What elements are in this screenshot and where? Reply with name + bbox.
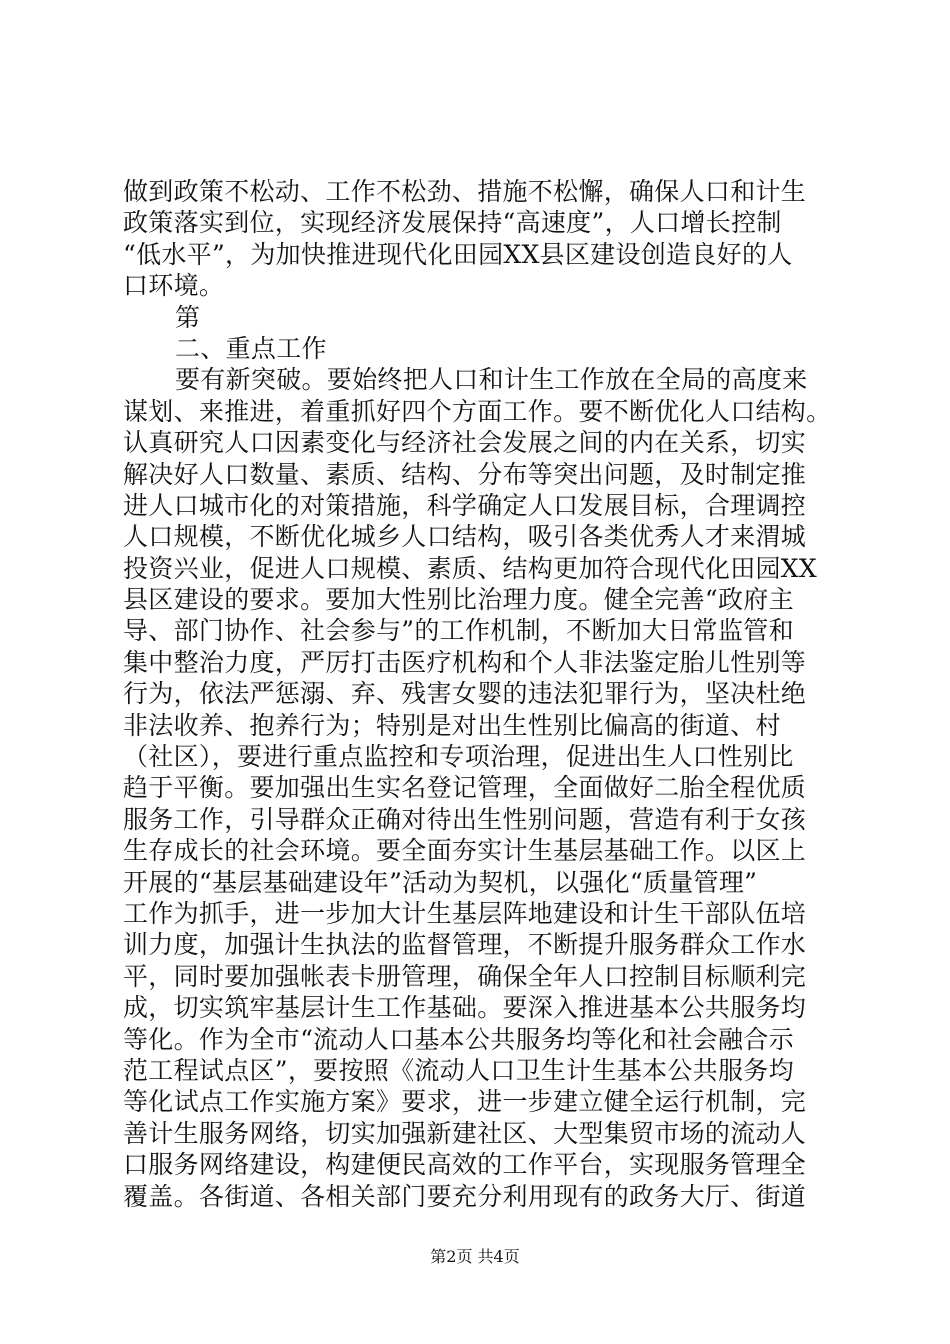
text-line: 做到政策不松动、工作不松劲、措施不松懈，确保人口和计生 bbox=[123, 177, 807, 206]
document-body bbox=[123, 176, 835, 1212]
text-line: 谋划、来推进，着重抓好四个方面工作。要不断优化人口结构。 bbox=[123, 396, 832, 426]
text-line: 范工程试点区”，要按照《流动人口卫生计生基本公共服务均 bbox=[123, 1055, 794, 1085]
text-line: 生存成长的社会环境。要全面夯实计生基层基础工作。以区上 bbox=[123, 836, 807, 866]
text-line: 认真研究人口因素变化与经济社会发展之间的内在关系，切实 bbox=[123, 428, 807, 458]
text-line: 人口规模，不断优化城乡人口结构，吸引各类优秀人才来渭城 bbox=[123, 522, 807, 552]
text-line: 服务工作，引导群众正确对待出生性别问题，营造有利于女孩 bbox=[123, 804, 807, 834]
text-line: （社区），要进行重点监控和专项治理，促进出生人口性别比 bbox=[123, 742, 794, 772]
text-line: 开展的“基层基础建设年”活动为契机，以强化“质量管理” bbox=[123, 867, 758, 897]
text-line: 覆盖。各街道、各相关部门要充分利用现有的政务大厅、街道 bbox=[123, 1181, 807, 1211]
text-line: 平，同时要加强帐表卡册管理，确保全年人口控制目标顺利完 bbox=[123, 961, 807, 991]
text-line: 县区建设的要求。要加大性别比治理力度。健全完善“政府主 bbox=[123, 585, 794, 615]
text-line: 成，切实筑牢基层计生工作基础。要深入推进基本公共服务均 bbox=[123, 993, 807, 1023]
text-line: 口服务网络建设，构建便民高效的工作平台，实现服务管理全 bbox=[123, 1150, 807, 1180]
text-line: “低水平”，为加快推进现代化田园XX县区建设创造良好的人 bbox=[123, 239, 793, 269]
text-line: 集中整治力度，严厉打击医疗机构和个人非法鉴定胎儿性别等 bbox=[123, 647, 807, 677]
text-line: 进人口城市化的对策措施，科学确定人口发展目标，合理调控 bbox=[123, 490, 807, 520]
text-line: 非法收养、抱养行为；特别是对出生性别比偏高的街道、村 bbox=[123, 710, 781, 740]
text-line: 等化。作为全市“流动人口基本公共服务均等化和社会融合示 bbox=[123, 1024, 794, 1054]
section-heading: 二、重点工作 bbox=[175, 333, 327, 363]
text-line: 训力度，加强计生执法的监督管理，不断提升服务群众工作水 bbox=[123, 930, 807, 960]
text-line: 工作为抓手，进一步加大计生基层阵地建设和计生干部队伍培 bbox=[123, 898, 807, 928]
text-line: 导、部门协作、社会参与”的工作机制，不断加大日常监管和 bbox=[123, 616, 794, 646]
text-line: 行为，依法严惩溺、弃、残害女婴的违法犯罪行为，坚决杜绝 bbox=[123, 679, 807, 709]
text-line: 善计生服务网络，切实加强新建社区、大型集贸市场的流动人 bbox=[123, 1118, 807, 1148]
text-line: 趋于平衡。要加强出生实名登记管理，全面做好二胎全程优质 bbox=[123, 773, 807, 803]
text-line: 要有新突破。要始终把人口和计生工作放在全局的高度来 bbox=[175, 365, 808, 395]
text-line: 解决好人口数量、素质、结构、分布等突出问题，及时制定推 bbox=[123, 459, 807, 489]
text-line: 等化试点工作实施方案》要求，进一步建立健全运行机制，完 bbox=[123, 1087, 807, 1117]
page-number-footer: 第2页 共4页 bbox=[430, 1247, 520, 1266]
text-line: 第 bbox=[175, 302, 201, 332]
text-line: 政策落实到位，实现经济发展保持“高速度”，人口增长控制 bbox=[123, 208, 782, 238]
text-line: 口环境。 bbox=[123, 271, 225, 301]
text-line: 投资兴业，促进人口规模、素质、结构更加符合现代化田园XX bbox=[123, 553, 817, 583]
